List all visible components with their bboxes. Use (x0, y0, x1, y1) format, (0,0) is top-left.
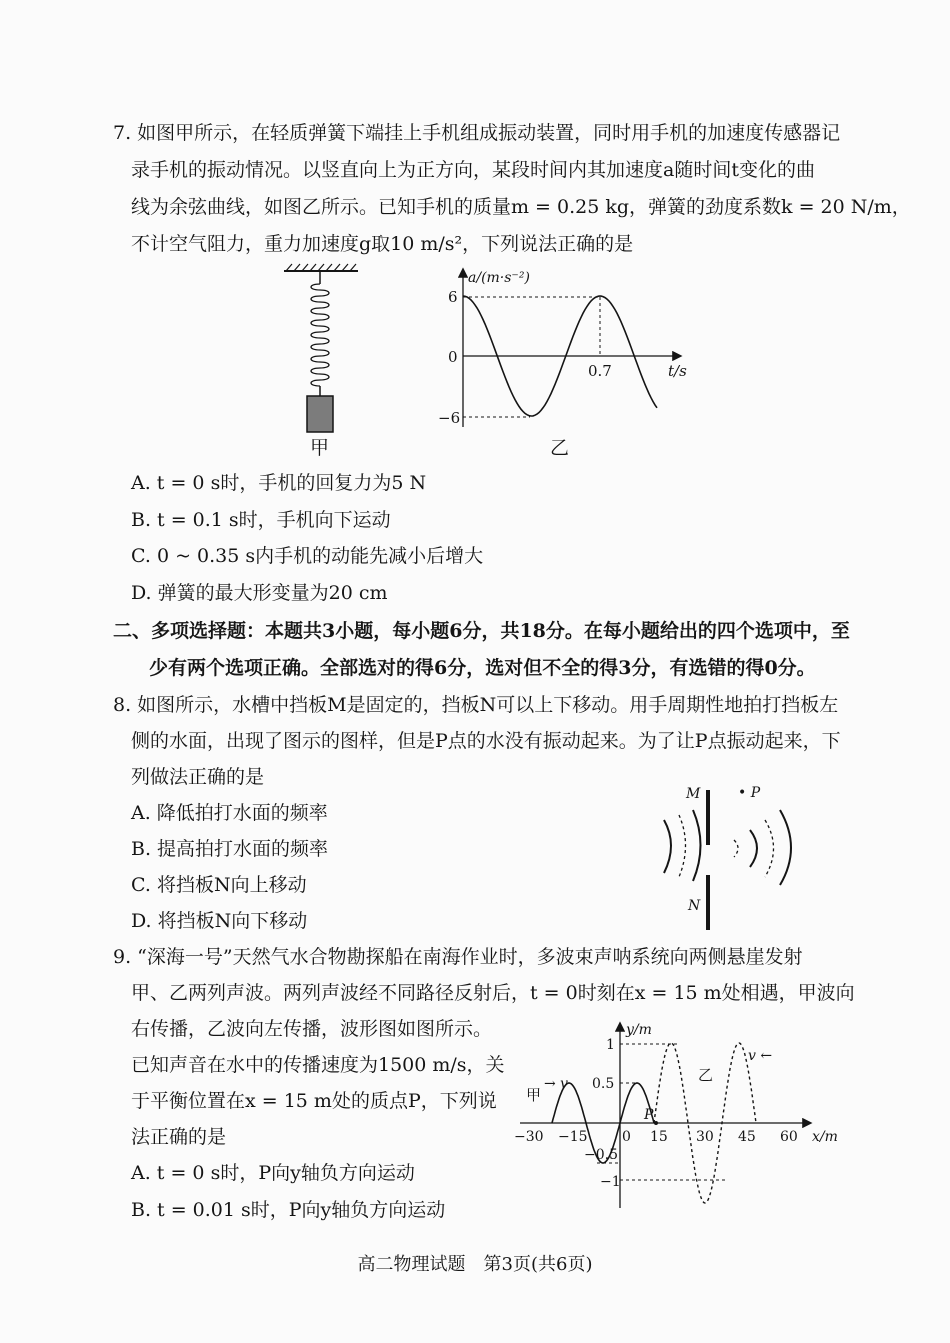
q7-option-b: B. t = 0.1 s时，手机向下运动 (131, 509, 391, 531)
label-p: • P (738, 785, 761, 801)
x-label-0: 0 (622, 1129, 631, 1145)
x-axis-label: t/s (668, 362, 687, 380)
q8-option-d: D. 将挡板N向下移动 (131, 910, 308, 932)
wave-graph (500, 1020, 845, 1220)
q9-line-4: 已知声音在水中的传播速度为1500 m/s，关 (131, 1054, 505, 1076)
q9-line-3: 右传播，乙波向左传播，波形图如图所示。 (131, 1018, 493, 1040)
q8-option-c: C. 将挡板N向上移动 (131, 874, 307, 896)
x-label-30: 30 (696, 1129, 714, 1145)
wavefront-right-1 (734, 840, 738, 857)
x-label-neg15: −15 (558, 1129, 588, 1145)
y-axis-label: a/(m·s⁻²) (468, 270, 530, 286)
wave-x-axis-label: x/m (812, 1129, 838, 1145)
q7-line-3: 线为余弦曲线，如图乙所示。已知手机的质量m = 0.25 kg，弹簧的劲度系数k = 20 N/m， (131, 196, 911, 218)
x-label-60: 60 (780, 1129, 798, 1145)
y-label-neg-0-5: −0.5 (584, 1147, 618, 1163)
wavefront-right-4 (780, 810, 791, 885)
page-footer: 高二物理试题 第3页(共6页) (357, 1254, 593, 1275)
q9-option-a: A. t = 0 s时，P向y轴负方向运动 (131, 1162, 415, 1184)
y-label-1: 1 (606, 1037, 615, 1053)
ceiling-hatch (284, 264, 358, 271)
q7-line-4: 不计空气阻力，重力加速度g取10 m/s²，下列说法正确的是 (131, 233, 634, 255)
wave-a-label: 甲 (526, 1086, 542, 1104)
x-label-neg30: −30 (514, 1129, 544, 1145)
wave-y-axis-label: y/m (626, 1022, 652, 1038)
q9-line-6: 法正确的是 (131, 1126, 227, 1148)
y-label-neg-1: −1 (600, 1174, 621, 1190)
point-p-label: P (644, 1107, 654, 1123)
q7-option-d: D. 弹簧的最大形变量为20 cm (131, 582, 388, 604)
diffraction-figure (650, 785, 810, 935)
q8-line-3: 列做法正确的是 (131, 766, 265, 788)
phone-block (307, 396, 333, 432)
wave-b-velocity: v ← (748, 1048, 773, 1064)
q7-option-c: C. 0 ~ 0.35 s内手机的动能先减小后增大 (131, 545, 484, 567)
x-label-15: 15 (650, 1129, 668, 1145)
origin-label: 0 (448, 348, 458, 366)
spring-coil (311, 284, 329, 386)
q8-line-2: 侧的水面，出现了图示的图样，但是P点的水没有振动起来。为了让P点振动起来，下 (131, 730, 841, 752)
q9-line-1: 9. “深海一号”天然气水合物勘探船在南海作业时，多波束声呐系统向两侧悬崖发射 (113, 946, 803, 968)
q9-line-2: 甲、乙两列声波。两列声波经不同路径反射后，t = 0时刻在x = 15 m处相遇，甲波向 (131, 982, 855, 1004)
wavefront-left-1 (664, 820, 671, 873)
y-max-label: 6 (448, 288, 458, 306)
q8-option-a: A. 降低拍打水面的频率 (131, 802, 328, 824)
q9-option-b: B. t = 0.01 s时，P向y轴负方向运动 (131, 1199, 446, 1221)
x-tick-label: 0.7 (588, 362, 612, 380)
y-label-0-5: 0.5 (592, 1076, 615, 1092)
section-2-line-2: 少有两个选项正确。全部选对的得6分，选对但不全的得3分，有选错的得0分。 (149, 657, 816, 679)
x-label-45: 45 (738, 1129, 756, 1145)
q7-line-1: 7. 如图甲所示，在轻质弹簧下端挂上手机组成振动装置，同时用手机的加速度传感器记 (113, 122, 841, 144)
section-2-line-1: 二、多项选择题：本题共3小题，每小题6分，共18分。在每小题给出的四个选项中，至 (113, 620, 850, 642)
fig-b-label: 乙 (550, 437, 570, 459)
q8-option-b: B. 提高拍打水面的频率 (131, 838, 329, 860)
q7-line-2: 录手机的振动情况。以竖直向上为正方向，某段时间内其加速度a随时间t变化的曲 (131, 159, 815, 181)
point-p (654, 1121, 658, 1125)
spring-figure (270, 262, 370, 462)
wave-a-velocity: → v (544, 1076, 569, 1092)
y-min-label: −6 (438, 409, 461, 427)
wave-b-label: 乙 (698, 1066, 714, 1084)
label-m: M (686, 786, 701, 802)
label-n: N (688, 898, 701, 914)
wavefront-left-3 (693, 810, 701, 881)
fig-a-label: 甲 (310, 437, 330, 459)
q8-line-1: 8. 如图所示，水槽中挡板M是固定的，挡板N可以上下移动。用手周期性地拍打挡板左 (113, 694, 839, 716)
wavefront-right-2 (750, 830, 757, 867)
q9-line-5: 于平衡位置在x = 15 m处的质点P，下列说 (131, 1090, 497, 1112)
wavefront-right-3 (765, 820, 774, 877)
wavefront-left-2 (679, 815, 686, 877)
acceleration-graph (430, 262, 710, 462)
q7-option-a: A. t = 0 s时，手机的回复力为5 N (131, 472, 427, 494)
